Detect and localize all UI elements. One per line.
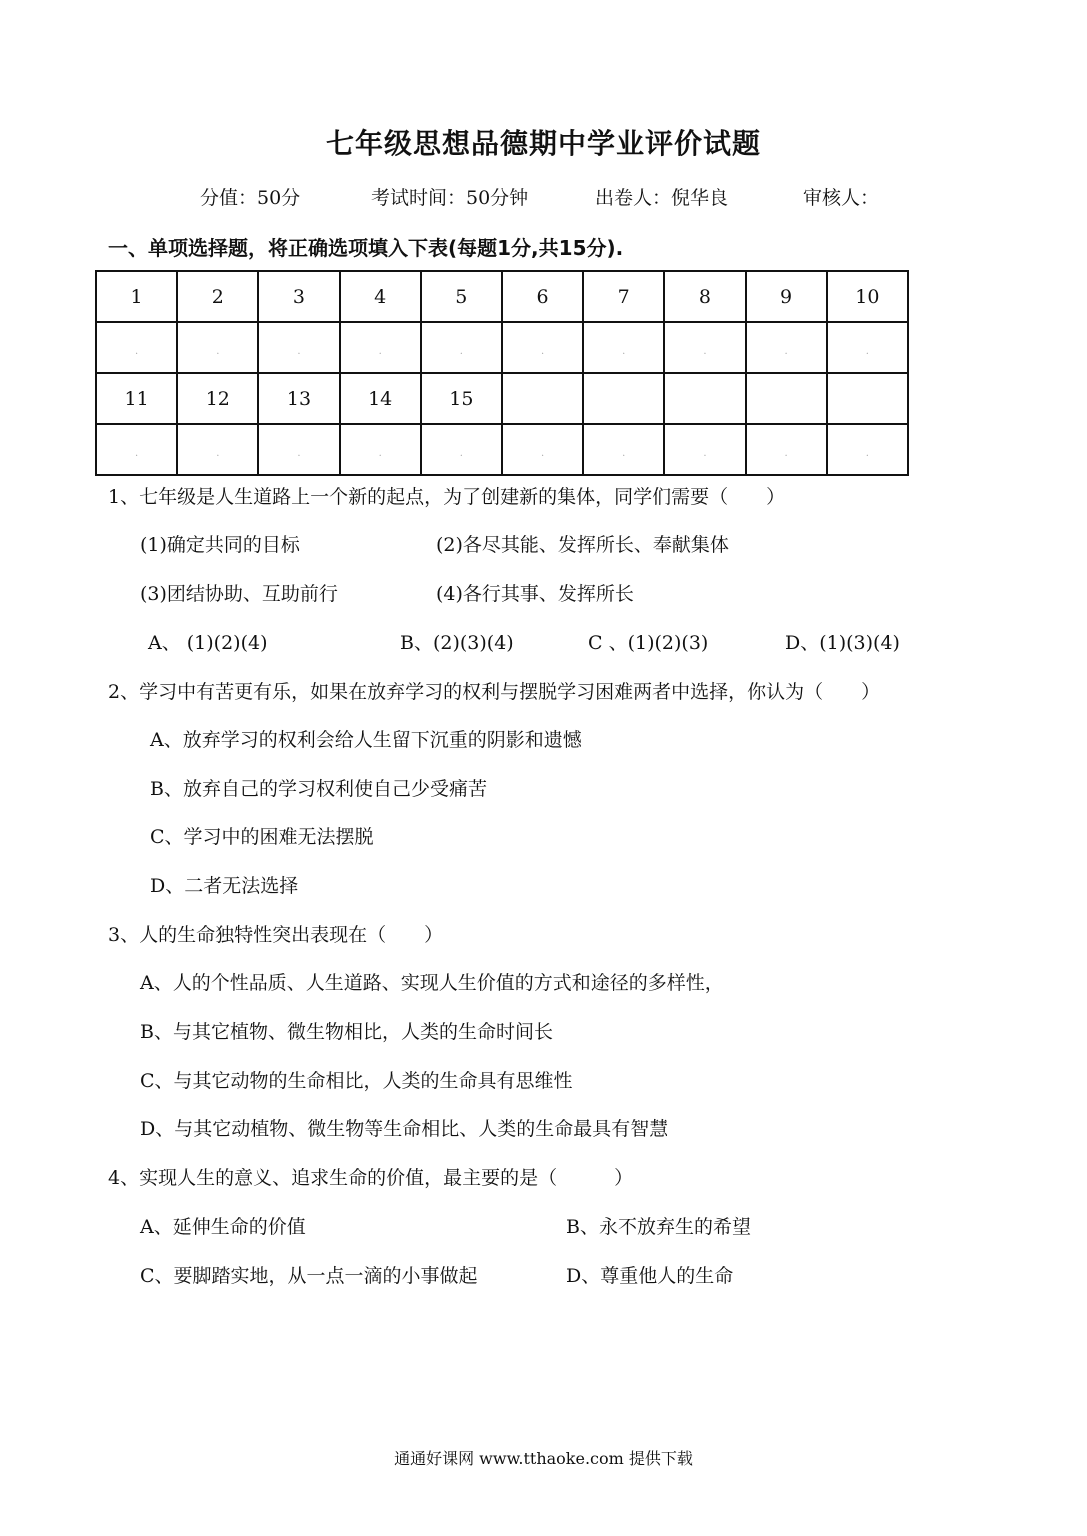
question-number-cell bbox=[502, 373, 583, 424]
question-number-cell: 7 bbox=[583, 271, 664, 322]
blank-mark: . bbox=[784, 345, 788, 357]
question-1-option-b[interactable]: B、(2)(3)(4) bbox=[400, 632, 514, 654]
question-1-item: (2)各尽其能、发挥所长、奉献集体 bbox=[436, 534, 729, 556]
question-2-option-a[interactable]: A、放弃学习的权利会给人生留下沉重的阴影和遗憾 bbox=[150, 729, 582, 751]
answer-cell[interactable] bbox=[827, 322, 908, 373]
question-number-cell: 2 bbox=[177, 271, 258, 322]
question-1-item: (3)团结协助、互助前行 bbox=[140, 583, 338, 605]
answer-cell[interactable] bbox=[96, 322, 177, 373]
blank-mark: . bbox=[297, 345, 301, 357]
answer-cell[interactable] bbox=[746, 424, 827, 475]
question-3-option-a[interactable]: A、人的个性品质、人生道路、实现人生价值的方式和途径的多样性， bbox=[140, 972, 724, 994]
question-3-option-b[interactable]: B、与其它植物、微生物相比，人类的生命时间长 bbox=[140, 1021, 553, 1043]
question-number-cell bbox=[664, 373, 745, 424]
blank-mark: . bbox=[784, 447, 788, 459]
question-4-option-b[interactable]: B、永不放弃生的希望 bbox=[566, 1216, 751, 1238]
question-number-cell: 8 bbox=[664, 271, 745, 322]
question-2-option-d[interactable]: D、二者无法选择 bbox=[150, 875, 299, 897]
question-number-cell bbox=[746, 373, 827, 424]
question-4-option-a[interactable]: A、延伸生命的价值 bbox=[140, 1216, 306, 1238]
answer-cell[interactable] bbox=[340, 424, 421, 475]
question-number-cell: 1 bbox=[96, 271, 177, 322]
answer-table bbox=[95, 270, 909, 476]
question-3-stem: 3、人的生命独特性突出表现在（ ） bbox=[108, 924, 444, 946]
question-1-option-a[interactable]: A、 (1)(2)(4) bbox=[148, 632, 268, 654]
blank-mark: . bbox=[865, 447, 869, 459]
answer-cell[interactable] bbox=[258, 424, 339, 475]
question-number-cell: 12 bbox=[177, 373, 258, 424]
answer-cell[interactable] bbox=[746, 322, 827, 373]
question-1-stem: 1、七年级是人生道路上一个新的起点，为了创建新的集体，同学们需要（ ） bbox=[108, 486, 786, 508]
question-1-item: (1)确定共同的目标 bbox=[140, 534, 300, 556]
question-4-stem: 4、实现人生的意义、追求生命的价值，最主要的是（ ） bbox=[108, 1167, 634, 1189]
meta-reviewer: 审核人： bbox=[803, 187, 880, 209]
blank-mark: . bbox=[135, 447, 139, 459]
question-number-cell: 11 bbox=[96, 373, 177, 424]
blank-mark: . bbox=[378, 345, 382, 357]
blank-mark: . bbox=[865, 345, 869, 357]
answer-cell[interactable] bbox=[258, 322, 339, 373]
question-3-option-d[interactable]: D、与其它动植物、微生物等生命相比、人类的生命最具有智慧 bbox=[140, 1118, 669, 1140]
meta-time: 考试时间：50分钟 bbox=[371, 187, 529, 209]
blank-mark: . bbox=[297, 447, 301, 459]
question-number-cell: 4 bbox=[340, 271, 421, 322]
blank-mark: . bbox=[703, 345, 707, 357]
question-number-cell: 13 bbox=[258, 373, 339, 424]
answer-cell[interactable] bbox=[502, 424, 583, 475]
meta-author: 出卷人：倪华良 bbox=[595, 187, 729, 209]
answer-cell[interactable] bbox=[664, 322, 745, 373]
answer-cell[interactable] bbox=[177, 322, 258, 373]
blank-mark: . bbox=[216, 345, 220, 357]
question-number-cell: 15 bbox=[421, 373, 502, 424]
blank-mark: . bbox=[216, 447, 220, 459]
answer-cell[interactable] bbox=[421, 424, 502, 475]
question-number-cell bbox=[827, 373, 908, 424]
answer-header-row bbox=[96, 373, 908, 424]
answer-cell[interactable] bbox=[96, 424, 177, 475]
blank-mark: . bbox=[459, 345, 463, 357]
question-4-option-d[interactable]: D、尊重他人的生命 bbox=[566, 1265, 734, 1287]
meta-score: 分值：50分 bbox=[200, 187, 301, 209]
answer-blank-row bbox=[96, 322, 908, 373]
question-2-option-b[interactable]: B、放弃自己的学习权利使自己少受痛苦 bbox=[150, 778, 487, 800]
blank-mark: . bbox=[378, 447, 382, 459]
question-2-option-c[interactable]: C、学习中的困难无法摆脱 bbox=[150, 826, 374, 848]
answer-header-row bbox=[96, 271, 908, 322]
blank-mark: . bbox=[540, 345, 545, 357]
answer-cell[interactable] bbox=[664, 424, 745, 475]
question-number-cell: 10 bbox=[827, 271, 908, 322]
footer-text: 通通好课网 www.tthaoke.com 提供下载 bbox=[394, 1449, 693, 1468]
answer-cell[interactable] bbox=[340, 322, 421, 373]
question-number-cell: 9 bbox=[746, 271, 827, 322]
answer-cell[interactable] bbox=[583, 424, 664, 475]
answer-blank-row bbox=[96, 424, 908, 475]
question-1-item: (4)各行其事、发挥所长 bbox=[436, 583, 634, 605]
blank-mark: . bbox=[459, 447, 463, 459]
question-number-cell: 14 bbox=[340, 373, 421, 424]
question-1-option-c[interactable]: C 、(1)(2)(3) bbox=[588, 632, 709, 654]
blank-mark: . bbox=[622, 447, 626, 459]
answer-cell[interactable] bbox=[827, 424, 908, 475]
question-number-cell: 3 bbox=[258, 271, 339, 322]
question-2-stem: 2、学习中有苦更有乐，如果在放弃学习的权利与摆脱学习困难两者中选择，你认为（ ） bbox=[108, 681, 881, 703]
question-number-cell bbox=[583, 373, 664, 424]
answer-cell[interactable] bbox=[421, 322, 502, 373]
question-number-cell: 5 bbox=[421, 271, 502, 322]
blank-mark: . bbox=[540, 447, 545, 459]
blank-mark: . bbox=[703, 447, 707, 459]
question-1-option-d[interactable]: D、(1)(3)(4) bbox=[785, 632, 900, 654]
section-heading: 一、单项选择题，将正确选项填入下表(每题1分,共15分). bbox=[108, 236, 624, 260]
question-number-cell: 6 bbox=[502, 271, 583, 322]
answer-cell[interactable] bbox=[583, 322, 664, 373]
answer-cell[interactable] bbox=[502, 322, 583, 373]
page-title: 七年级思想品德期中学业评价试题 bbox=[325, 127, 761, 160]
question-3-option-c[interactable]: C、与其它动物的生命相比，人类的生命具有思维性 bbox=[140, 1070, 573, 1092]
blank-mark: . bbox=[622, 345, 626, 357]
question-4-option-c[interactable]: C、要脚踏实地，从一点一滴的小事做起 bbox=[140, 1265, 478, 1287]
blank-mark: . bbox=[135, 345, 139, 357]
answer-cell[interactable] bbox=[177, 424, 258, 475]
